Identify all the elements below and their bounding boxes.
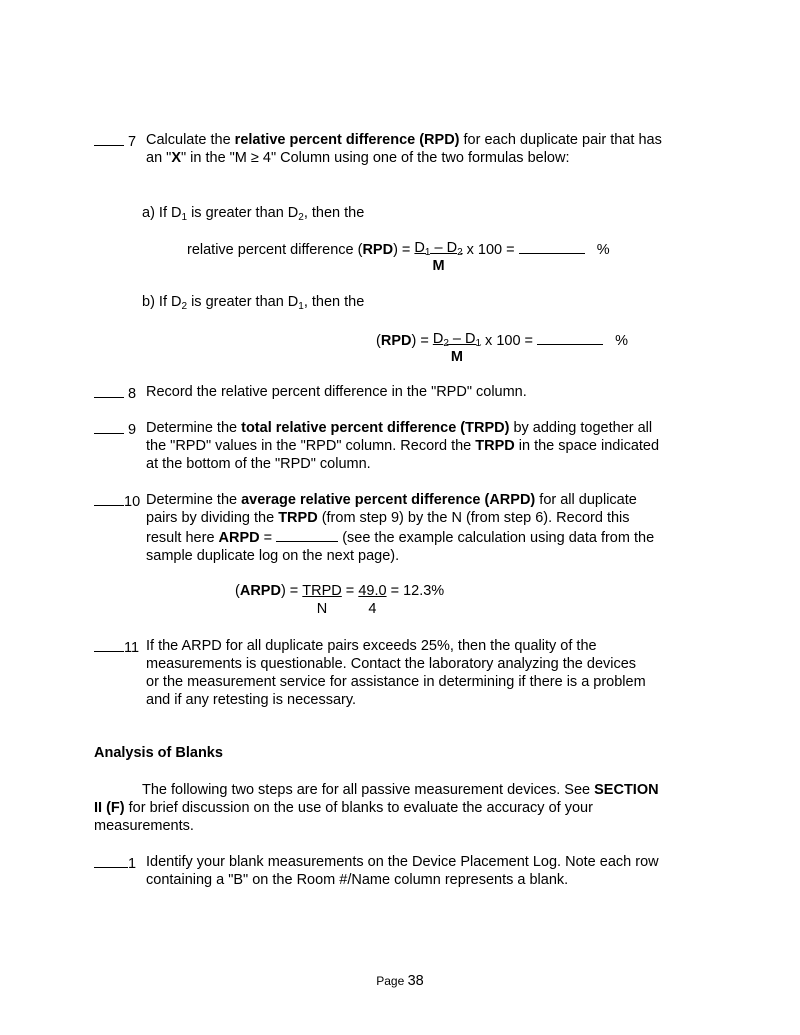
blanks-paragraph: The following two steps are for all passive measurement devices. See SECTION II (F) for brief discussion on the use of blanks to evaluate the accuracy of your measurements. <box>94 782 659 834</box>
blanks-step1: 1 Identify your blank measurements on the Device Placement Log. Note each row containing a "B" on the Room #/Name column represents a blank. <box>94 853 734 873</box>
arpd-answer-line[interactable] <box>276 527 338 542</box>
step10-checkbox-line[interactable] <box>94 491 124 506</box>
step11: 11 If the ARPD for all duplicate pairs exceeds 25%, then the quality of the measurements is questionable. Contact the laboratory analyzing the devices or the measurement service for assistance in determining if there is a problem and if any retesting is necessary. <box>94 637 734 657</box>
formula-a-fraction: $\frac{D_1 - D_2}{M}$ <box>414 240 463 274</box>
step10: 10 Determine the average relative percent difference (ARPD) for all duplicate pairs by dividing the TRPD (from step 9) by the N (from step 6). Record this result here ARPD = (see the example calculation using data from the sample duplicate log on the next page). <box>94 491 734 511</box>
blanks-step1-checkbox-line[interactable] <box>94 853 128 868</box>
formula-b-fraction: $\frac{D_2 - D_1}{M}$ <box>432 331 482 365</box>
page-footer: Page 38 <box>376 973 424 989</box>
step7-formula-b: $(RPD) = \frac{D_2 - D_1}{M}$ x 100 = % <box>376 331 629 365</box>
step7-checkbox-line[interactable] <box>94 131 124 146</box>
step7-case-a: a) If $D_1$ is greater than $D_2$, then the <box>142 205 365 223</box>
step7: 7 Calculate the relative percent difference (RPD) for each duplicate pair that has an "X" in the "M ≥ 4" Column using one of the two formulas below: <box>94 131 734 151</box>
blanks-heading: Analysis of Blanks <box>94 745 223 761</box>
step11-checkbox-line[interactable] <box>94 637 124 652</box>
step9-checkbox-line[interactable] <box>94 419 124 434</box>
step8-checkbox-line[interactable] <box>94 383 124 398</box>
step7-case-b: b) If $D_2$ is greater than $D_1$, then the <box>142 294 365 312</box>
arpd-example-calculation: (ARPD) = $\frac{\text{TRPD}}{N}$ = $\frac{49.0}{4}$ = 12.3% <box>235 583 445 617</box>
step7-number: 7 <box>128 134 137 150</box>
formula-a-answer-line[interactable] <box>519 239 585 254</box>
step9: 9 Determine the total relative percent difference (TRPD) by adding together all the "RPD" values in the "RPD" column. Record the TRPD in the space indicated at the bottom of the "RPD" column. <box>94 419 734 439</box>
step7-formula-a: relative percent difference $(RPD) = \frac{D_1 - D_2}{M}$ x 100 = % <box>187 240 610 274</box>
formula-b-answer-line[interactable] <box>537 330 603 345</box>
step8: 8 Record the relative percent difference in the "RPD" column. <box>94 383 734 403</box>
